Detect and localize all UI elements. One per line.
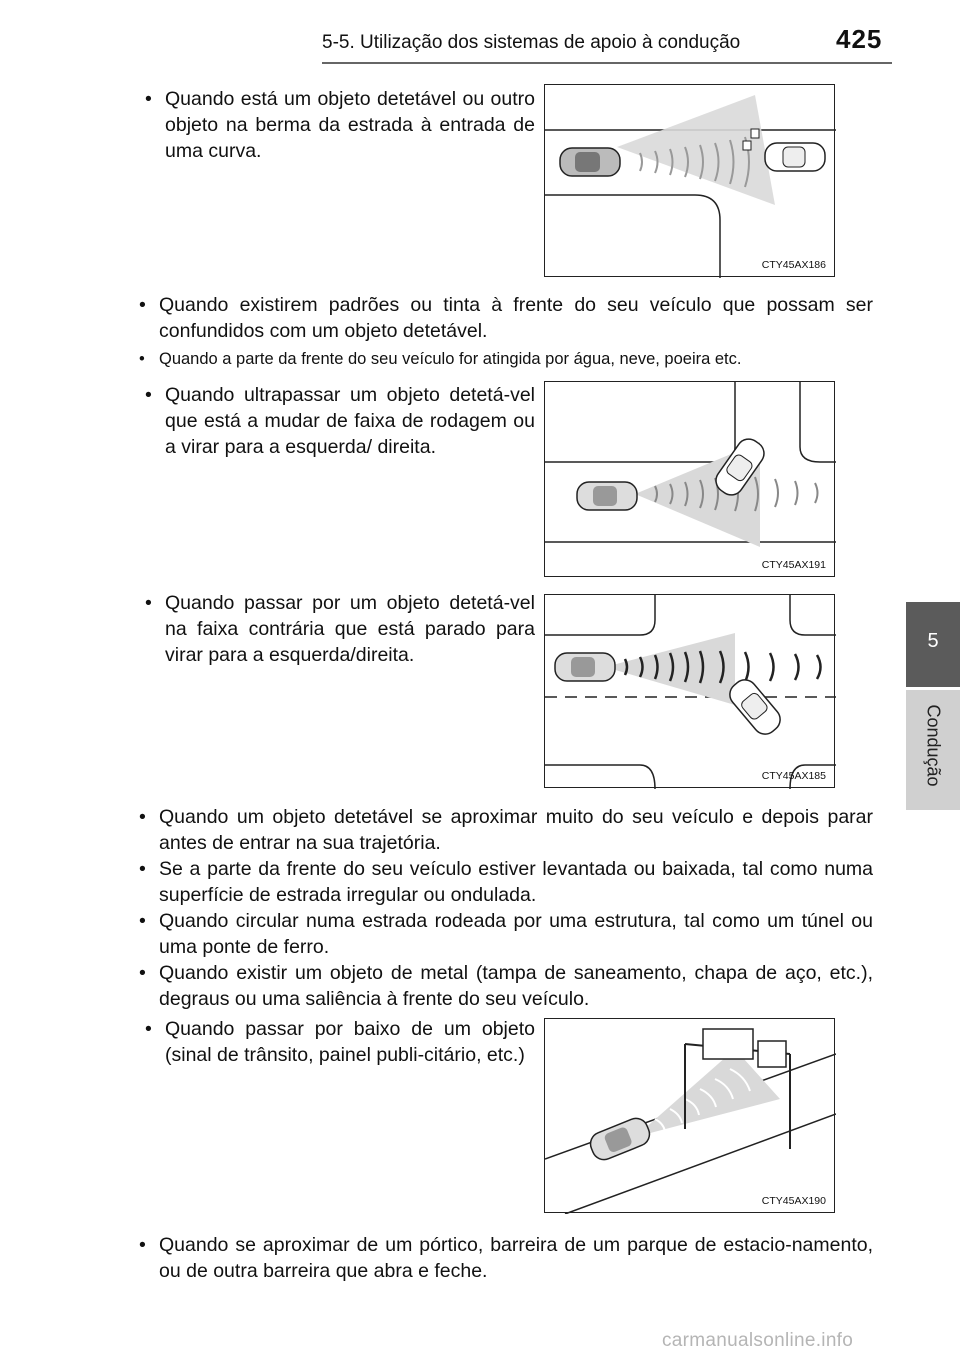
bullet-passing-under-object: • Quando passar por baixo de um objeto (sinal de trânsito, painel publi-citário, etc.) — [145, 1016, 535, 1068]
bullet-gate-barrier: • Quando se aproximar de um pórtico, barreira de um parque de estacio-namento, ou de outra barreira que abra e feche. — [139, 1232, 873, 1284]
chapter-tab — [906, 602, 960, 687]
bullet-oncoming-stopped-object: • Quando passar por um objeto detetá-vel na faixa contrária que está parado para virar para a esquerda/direita. — [145, 590, 535, 668]
bullet-overtaking-turning-object: • Quando ultrapassar um objeto detetá-vel que está a mudar de faixa de rodagem ou a virar para a esquerda/ direita. — [145, 382, 535, 460]
figure-overhead-sign — [544, 1018, 835, 1213]
bullet-metal-object: • Quando existir um objeto de metal (tampa de saneamento, chapa de aço, etc.), degraus ou uma saliência à frente do seu veículo. — [139, 960, 873, 1012]
bullet-front-raised-lowered: • Se a parte da frente do seu veículo estiver levantada ou baixada, tal como numa superfície de estrada irregular ou ondulada. — [139, 856, 873, 908]
bullet-front-hit-water: • Quando a parte da frente do seu veículo for atingida por água, neve, poeira etc. — [139, 346, 873, 372]
figure-curve-roadside-object — [544, 84, 835, 277]
figure-code: CTY45AX190 — [761, 1195, 826, 1207]
car-icon — [555, 653, 615, 681]
header-divider — [322, 62, 892, 64]
bullet-painted-patterns: • Quando existirem padrões ou tinta à frente do seu veículo que possam ser confundidos com um objeto detetável. — [139, 292, 873, 344]
page-header — [0, 0, 960, 72]
bullet-tunnel-bridge: • Quando circular numa estrada rodeada por uma estrutura, tal como um túnel ou uma ponte de ferro. — [139, 908, 873, 960]
chapter-label: Condução — [923, 704, 944, 787]
bullet-object-approaches-stops: • Quando um objeto detetável se aproximar muito do seu veículo e depois parar antes de entrar na sua trajetória. — [139, 804, 873, 856]
car-icon — [587, 1115, 653, 1163]
figure-oncoming-turning — [544, 594, 835, 788]
page-number: 425 — [836, 24, 883, 54]
section-title: 5-5. Utilização dos sistemas de apoio à condução — [322, 32, 741, 53]
car-icon — [725, 675, 785, 739]
figure-code: CTY45AX185 — [761, 770, 826, 782]
figure-overtaking-turning — [544, 381, 835, 577]
bullet-roadside-object-curve: • Quando está um objeto detetável ou outro objeto na berma da estrada à entrada de uma curva. — [145, 86, 535, 164]
figure-code: CTY45AX186 — [761, 259, 826, 271]
chapter-number: 5 — [927, 630, 939, 652]
car-icon — [560, 148, 620, 176]
car-icon — [765, 143, 825, 171]
watermark: carmanualsonline.info — [662, 1330, 854, 1351]
figure-code: CTY45AX191 — [761, 559, 826, 571]
car-icon — [577, 482, 637, 510]
chapter-label-tab — [906, 690, 960, 810]
